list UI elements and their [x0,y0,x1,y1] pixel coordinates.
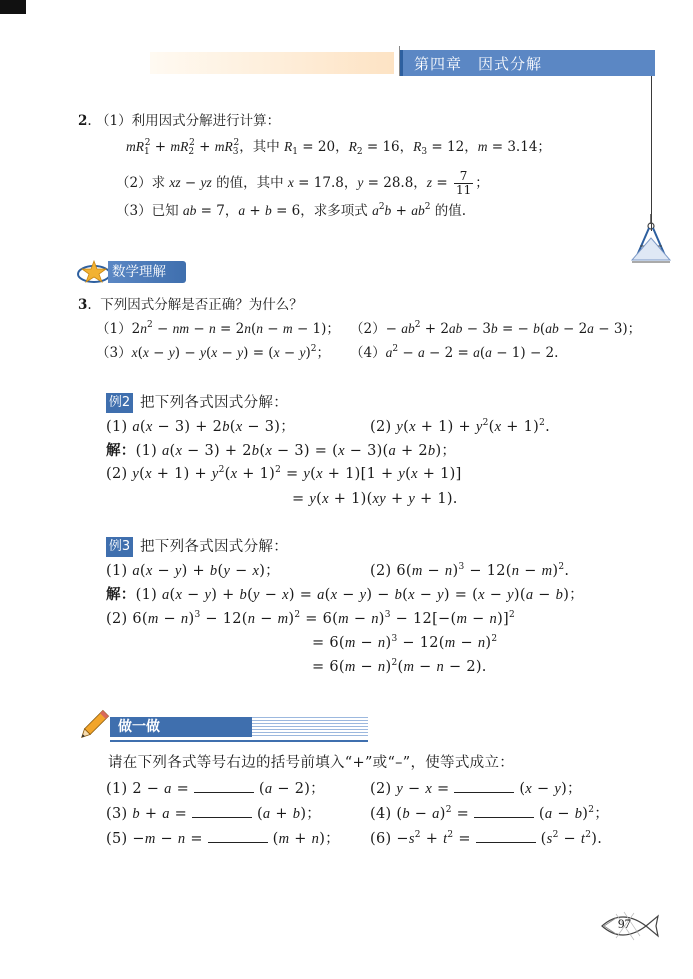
pencil-icon [76,708,110,744]
example-2-solution-1: 解：(1) a(x − 3) + 2b(x − 3) = (x − 3)(a + 2b)； [106,442,457,459]
math-understanding-icon [76,258,112,286]
example-3-item-1: (1) a(x − y) + b(y − x)； [106,563,280,579]
problem-3-question: 3. 下列因式分解是否正确？为什么？ [78,297,303,313]
activity-item-4: (4) $(b - a)^2 = (a - b)^2$； [370,805,610,822]
activity-item-5: (5) −m − n = (m + n)； [106,828,340,850]
chapter-title: 第四章 因式分解 [414,55,543,73]
answer-blank[interactable] [454,778,514,793]
example-2-tag: 例2 [106,393,133,413]
example-3-tag: 例3 [106,537,133,557]
example-2-solution-2-cont: = y(x + 1)(xy + y + 1). [292,491,458,507]
example-3-solution-2: (2) $6(m - n)^3 - 12(n - m)^2 = 6(m - n)^3 - 12[-(m - n)]^2$ [106,610,516,627]
problem-3-item-4: $(4)a^2 - a - 2 = a(a - 1) - 2$. [350,344,559,361]
header-decoration [150,52,394,74]
example-2-solution-2: (2) $y(x + 1) + y^2(x + 1)^2 = y(x + 1)[1 + y(x + 1)]$ [106,465,462,482]
activity-item-6: $(6) -s^2 + t^2 = (s^2 - t^2)$. [370,830,603,847]
corner-mark [0,0,26,14]
activity-label: 做一做 [110,717,252,737]
answer-blank[interactable] [474,803,534,818]
example-3-item-2: (2) $6(m - n)^3 - 12(n - m)^2$. [370,562,570,579]
example-3-title: 把下列各式因式分解： [140,539,288,555]
example-2-item-2: (2) $y(x + 1) + y^2(x + 1)^2$. [370,418,551,435]
problem-2-part-3: （3）已知 ab = 7，a + b = 6，求多项式 $a^2b + ab^2$ 的值. [116,202,467,219]
example-2-title: 把下列各式因式分解： [140,395,288,411]
problem-2-part-2: （2）求 xz − yz 的值，其中 x = 17.8，y = 28.8，z = $\frac{7}{11}$ ； [116,169,489,197]
section-badge-label: 数学理解 [108,261,186,283]
problem-2-expression: $mR_1^2 + mR_2^2 + mR_3^2$，其中 $R_1 = 20$，$R_2 = 16$，$R_3 = 12$，m = 3.14； [126,138,551,157]
answer-blank[interactable] [208,828,268,843]
answer-blank[interactable] [476,828,536,843]
compass-icon [628,212,674,266]
problem-3-item-1: $(1)2n^2$ − nm − n = 2n(n − m − 1)； [96,320,340,337]
activity-item-2: (2) y − x = (x − y)； [370,778,582,800]
margin-rule [651,76,652,231]
activity-item-1: (1) 2 − a = (a − 2)； [106,778,325,800]
answer-blank[interactable] [192,803,252,818]
activity-instruction: 请在下列各式等号右边的括号前填入“+”或“–”，使等式成立： [108,755,515,771]
page-number: 97 [618,916,631,931]
answer-blank[interactable] [194,778,254,793]
example-3-solution-2-cont-2: = $6(m - n)^2(m - n - 2)$. [312,658,487,675]
activity-item-3: (3) b + a = (a + b)； [106,803,321,825]
problem-3-item-2: $(2)- ab^2 + 2ab - 3b$ = − b(ab − 2a − 3)； [350,320,642,337]
activity-underline [110,740,368,742]
problem-3-item-3: $(3)x(x - y) - y(x - y) = (x - y)^2$； [96,344,330,361]
example-3-solution-2-cont-1: = $6(m - n)^3 - 12(m - n)^2$ [312,634,498,651]
problem-2-part-1: 2. （1）利用因式分解进行计算： [78,113,281,129]
example-2-item-1: (1) a(x − 3) + 2b(x − 3)； [106,419,296,435]
example-3-solution-1: 解：(1) a(x − y) + b(y − x) = a(x − y) − b(x − y) = (x − y)(a − b)； [106,586,584,603]
